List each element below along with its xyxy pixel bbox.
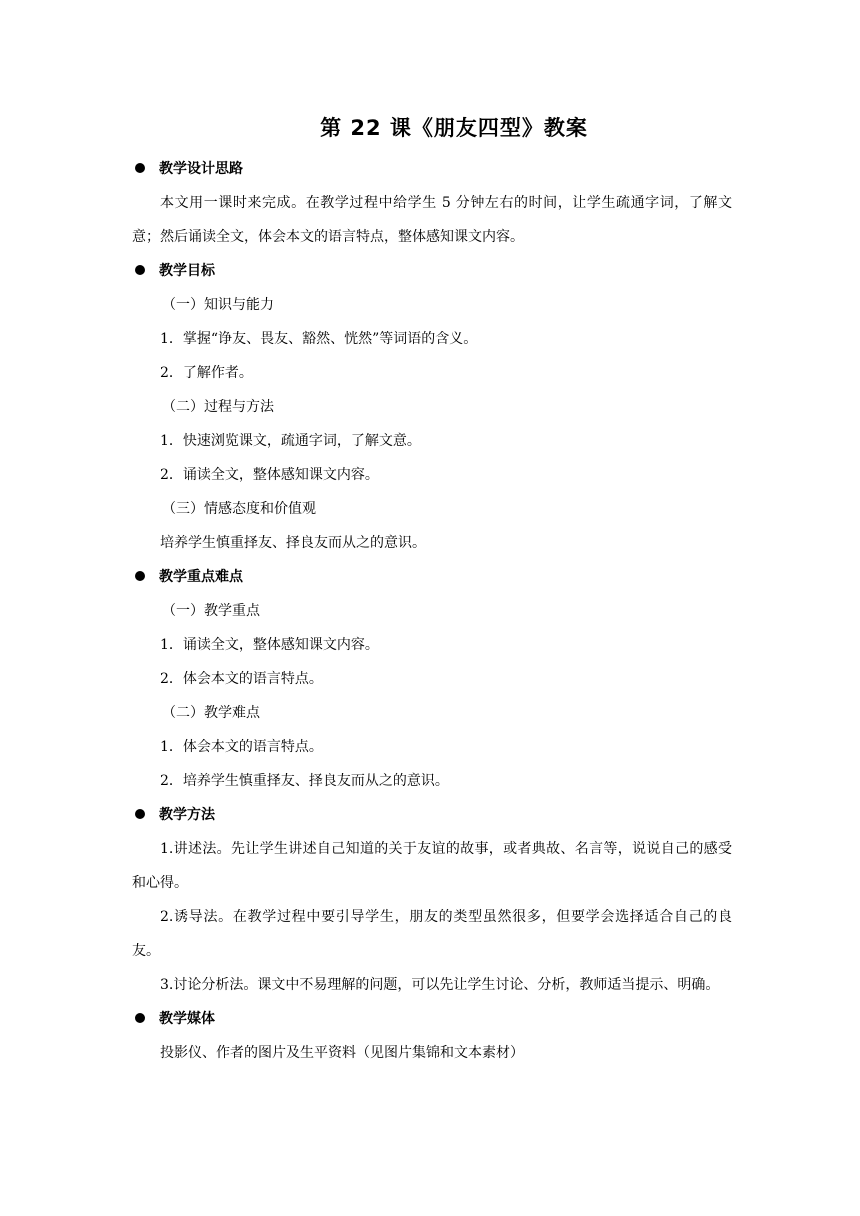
paragraph: 1.讲述法。先让学生讲述自己知道的关于友谊的故事，或者典故、名言等，说说自己的感受和心得。 xyxy=(132,841,732,891)
list-item: 2．了解作者。 xyxy=(160,365,253,381)
subheading: （一）教学重点 xyxy=(162,603,260,619)
list-item: 2．培养学生慎重择友、择良友而从之的意识。 xyxy=(160,773,449,789)
subheading: （二）教学难点 xyxy=(162,705,260,721)
section-heading-text: 教学媒体 xyxy=(159,1011,215,1027)
section-heading xyxy=(132,254,732,288)
paragraph: 本文用一课时来完成。在教学过程中给学生 5 分钟左右的时间，让学生疏通字词，了解文意；然后诵读全文，体会本文的语言特点，整体感知课文内容。 xyxy=(132,195,732,245)
list-item: 2．诵读全文，整体感知课文内容。 xyxy=(160,467,379,483)
bullet-icon xyxy=(135,1013,145,1023)
bullet-icon xyxy=(135,265,145,275)
document-title: 第 22 课《朋友四型》教案 xyxy=(320,116,588,140)
section-heading xyxy=(132,798,732,832)
section-heading-text: 教学设计思路 xyxy=(159,161,243,177)
paragraph: 3.讨论分析法。课文中不易理解的问题，可以先让学生讨论、分析，教师适当提示、明确。 xyxy=(160,977,720,993)
section-heading xyxy=(132,152,732,186)
list-item: 投影仪、作者的图片及生平资料（见图片集锦和文本素材） xyxy=(160,1045,524,1061)
list-item: 1．体会本文的语言特点。 xyxy=(160,739,323,755)
bullet-icon xyxy=(135,163,145,173)
list-item: 1．诵读全文，整体感知课文内容。 xyxy=(160,637,379,653)
section-heading-text: 教学目标 xyxy=(159,263,215,279)
list-item: 1．快速浏览课文，疏通字词，了解文意。 xyxy=(160,433,421,449)
bullet-icon xyxy=(135,571,145,581)
section-heading-text: 教学重点难点 xyxy=(159,569,243,585)
section-heading xyxy=(132,560,732,594)
paragraph: 2.诱导法。在教学过程中要引导学生，朋友的类型虽然很多，但要学会选择适合自己的良友。 xyxy=(132,909,732,959)
subheading: （三）情感态度和价值观 xyxy=(162,501,316,517)
subheading: （二）过程与方法 xyxy=(162,399,274,415)
bullet-icon xyxy=(135,809,145,819)
list-item: 1．掌握“诤友、畏友、豁然、恍然”等词语的含义。 xyxy=(160,331,478,347)
section-heading-text: 教学方法 xyxy=(159,807,215,823)
list-item: 培养学生慎重择友、择良友而从之的意识。 xyxy=(160,535,426,551)
subheading: （一）知识与能力 xyxy=(162,297,274,313)
list-item: 2．体会本文的语言特点。 xyxy=(160,671,323,687)
document-body xyxy=(132,152,732,1070)
section-heading xyxy=(132,1002,732,1036)
